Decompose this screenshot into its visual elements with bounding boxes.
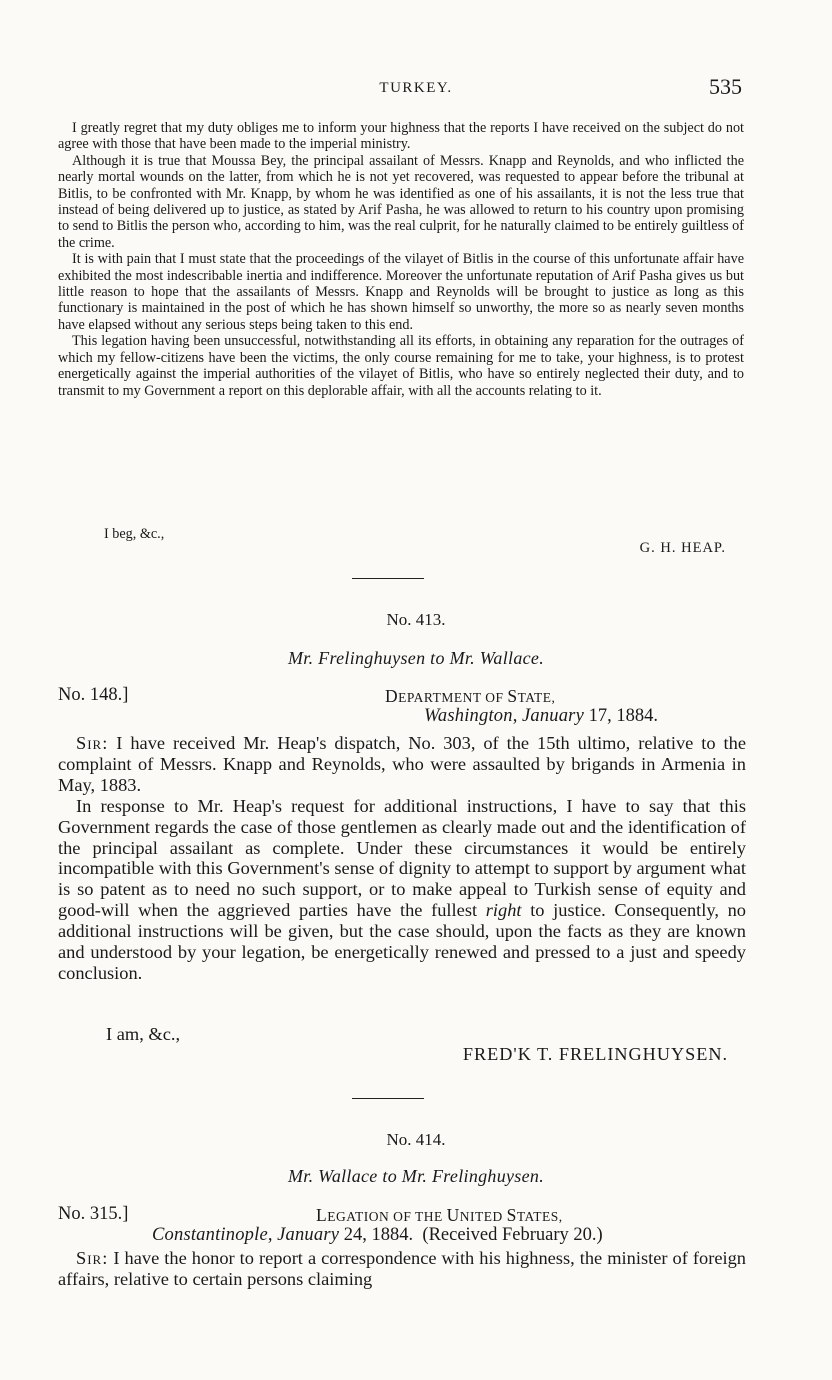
section-divider [352,1098,424,1099]
letter-body [58,1248,746,1290]
closing: I beg, &c., [104,526,165,542]
sender-heading: LEGATION OF THE UNITED STATES, [316,1205,563,1225]
paragraph: Sir: I have the honor to report a correspondence with his highness, the minister of foreign affairs, relative to certain persons claiming [58,1248,746,1289]
sender-heading: DEPARTMENT OF STATE, [385,686,556,706]
document-number: No. 413. [386,610,446,629]
paragraph: It is with pain that I must state that the proceedings of the vilayet of Bitlis in the course of this unfortunate affair have exhibited the most indescribable inertia and indifference. Moreover the unfortunate reputation of Arif Pasha gives us but little reason to hope that the assailants of Messrs. Knapp and Reynolds will be brought to justice as long as this functionary is maintained in the post of which he has shown himself so unworthy, the more so as nearly seven months have elapsed without any serious steps being taken to this end. [58,251,744,333]
date-line: Constantinople, January 24, 1884. (Received February 20.) [152,1225,603,1245]
section-divider [352,578,424,579]
salutation: Sir: [76,1248,109,1268]
paragraph: In response to Mr. Heap's request for additional instructions, I have to say that this Government regards the case of those gentlemen as clearly made out and the identification of the principal assailant as complete. Under these circumstances it would be entirely incompatible with this Government's sense of dignity to attempt to support by argument what is so patent as to need no such support, or to make appeal to Turkish sense of equity and good-will when the aggrieved parties have the fullest right to justice. Consequently, no additional instructions will be given, but the case should, upon the facts as they are known and understood by your legation, be energetically renewed and pressed to a just and speedy conclusion. [58,795,746,983]
document-number: No. 414. [386,1130,446,1149]
document-title: Mr. Wallace to Mr. Frelinghuysen. [287,1166,545,1186]
signature: FRED'K T. FRELINGHUYSEN. [462,1044,728,1064]
running-head [0,76,832,106]
paragraph: I greatly regret that my duty obliges me to inform your highness that the reports I have received on the subject do not agree with those that have been made to the imperial ministry. [58,120,744,153]
dispatch-number: No. 148.] [58,685,129,705]
running-head-title: TURKEY. [379,80,453,96]
date-line: Washington, January 17, 1884. [424,706,658,726]
dispatch-number: No. 315.] [58,1204,129,1224]
previous-letter-body [58,120,744,399]
paragraph: Sir: I have received Mr. Heap's dispatch, No. 303, of the 15th ultimo, relative to the complaint of Messrs. Knapp and Reynolds, who were assaulted by brigands in Armenia in May, 1883. [58,733,746,795]
document-title: Mr. Frelinghuysen to Mr. Wallace. [287,648,545,668]
paragraph: This legation having been unsuccessful, notwithstanding all its efforts, in obtaining any reparation for the outrages of which my fellow-citizens have been the victims, the only course remaining for me to take, your highness, is to protest energetically against the imperial authorities of the vilayet of Bitlis, who have so entirely neglected their duty, and to transmit to my Government a report on this deplorable affair, with all the accounts relating to it. [58,333,744,399]
salutation: Sir: [76,733,109,753]
closing: I am, &c., [106,1024,181,1044]
signature: G. H. HEAP. [639,540,726,556]
paragraph: Although it is true that Moussa Bey, the principal assailant of Messrs. Knapp and Reynolds, and who inflicted the nearly mortal wounds on the latter, from which he is not yet recovered, was requested to appear before the tribunal at Bitlis, to be confronted with Mr. Knapp, by whom he was identified as one of his assailants, it is not the less true that instead of being delivered up to justice, as stated by Arif Pasha, he was allowed to return to his country upon promising to send to Bitlis the person who, according to him, was the real culprit, for he naturally claimed to be entirely guiltless of the crime. [58,152,744,251]
page-number: 535 [709,74,742,99]
letter-body [58,733,746,984]
